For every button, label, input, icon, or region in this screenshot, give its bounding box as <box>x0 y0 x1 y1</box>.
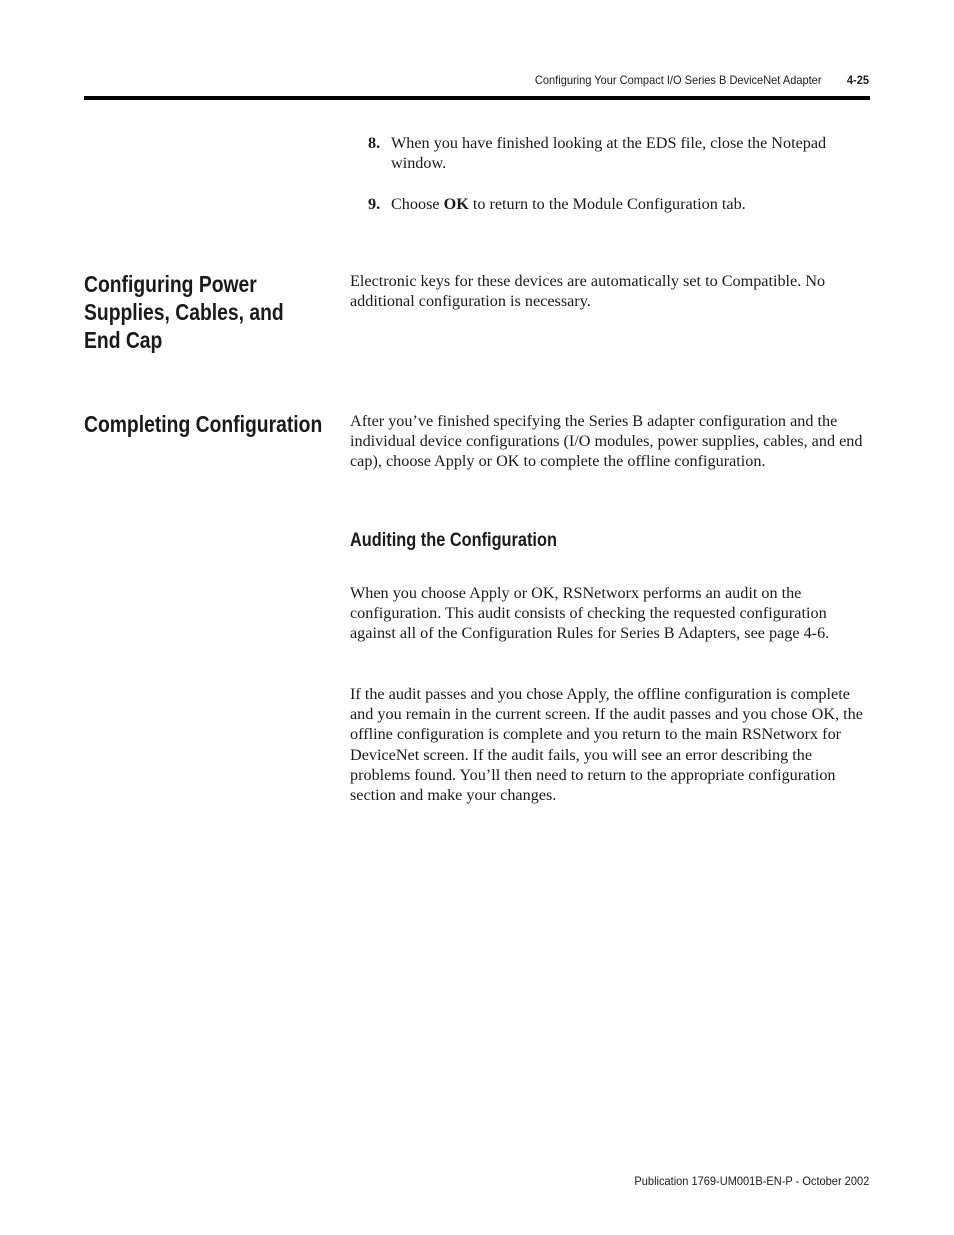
publication-footer: Publication 1769-UM001B-EN-P - October 2002 <box>634 1174 869 1188</box>
auditing-paragraph-1 <box>350 583 872 644</box>
paragraph: After you’ve finished specifying the Series B adapter configuration and the individual device configurations (I/O modules, power supplies, cables, and end cap), choose Apply or OK to complete the offline configuration. <box>350 412 863 471</box>
completing-body <box>350 411 872 472</box>
page-number: 4-25 <box>846 73 869 87</box>
step-text-before: Choose <box>391 195 444 213</box>
power-supplies-body <box>350 271 872 311</box>
running-header-title: Configuring Your Compact I/O Series B DeviceNet Adapter <box>534 73 821 87</box>
section-heading-power-supplies <box>84 270 284 354</box>
section-heading-completing: Completing Configuration <box>84 411 323 437</box>
paragraph: When you choose Apply or OK, RSNetworx performs an audit on the configuration. This audit consists of checking the requested configuration against all of the Configuration Rules for Series B Adapters, see page 4-6. <box>350 584 830 643</box>
step-text <box>391 194 868 214</box>
heading-line: End Cap <box>84 327 163 353</box>
paragraph: Electronic keys for these devices are automatically set to Compatible. No additional configuration is necessary. <box>350 272 826 311</box>
heading-line: Configuring Power <box>84 271 257 297</box>
step-text-after: to return to the Module Configuration tab. <box>468 195 746 213</box>
step-text-bold: OK <box>443 195 469 213</box>
heading-line: Supplies, Cables, and <box>84 299 284 325</box>
subsection-heading-auditing: Auditing the Configuration <box>350 530 557 551</box>
step-number: 8. <box>368 134 381 152</box>
header-rule <box>84 96 870 100</box>
step-number: 9. <box>368 195 381 213</box>
step-text: When you have finished looking at the EDS file, close the Notepad window. <box>391 134 827 173</box>
step-list <box>368 133 868 235</box>
paragraph: If the audit passes and you chose Apply, the offline configuration is complete and you remain in the current screen. If the audit passes and you chose OK, the offline configuration is complete and you return to the main RSNetworx for DeviceNet screen. If the audit fails, you will see an error describing the problems found. You’ll then need to return to the appropriate configuration section and make your changes. <box>350 685 863 805</box>
step-item <box>368 194 868 214</box>
auditing-paragraph-2 <box>350 684 872 805</box>
step-item <box>368 133 868 174</box>
